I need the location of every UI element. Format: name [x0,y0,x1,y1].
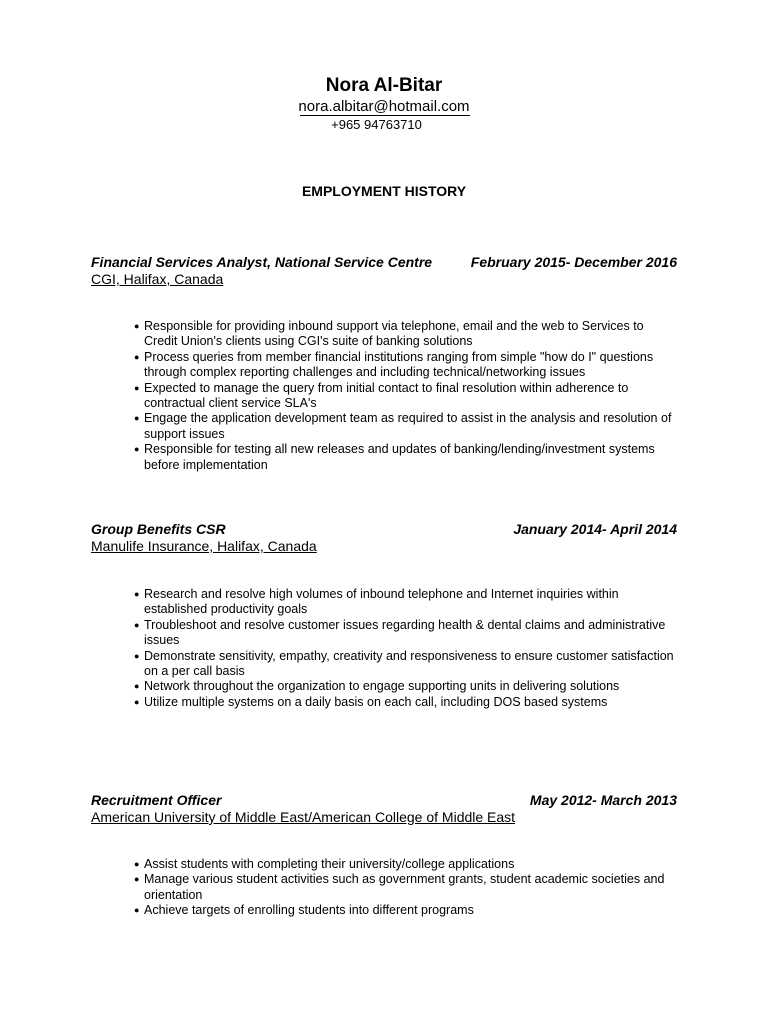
bullet-icon: ● [134,382,140,393]
bullet-icon: ● [134,413,140,424]
bullet-icon: ● [134,619,140,630]
list-item [134,857,679,872]
resume-header [0,74,768,133]
job-entry [91,253,677,472]
duty-text: Responsible for providing inbound support via telephone, email and the web to Services to Credit Union's clients using CGI's suite of banking solutions [144,319,644,349]
duty-text: Troubleshoot and resolve customer issues regarding health & dental claims and administrative issues [144,617,666,648]
job-dates: February 2015- December 2016 [470,254,677,270]
list-item [134,350,679,381]
duty-text: Manage various student activities such as government grants, student academic societies and orientation [144,872,665,902]
duty-text: Network throughout the organization to engage supporting units in delivering solutions [144,679,620,694]
bullet-icon: ● [134,874,140,885]
duty-text: Responsible for testing all new releases and updates of banking/lending/investment systems before implementation [144,442,655,472]
list-item [134,442,679,473]
list-item [134,319,679,350]
duty-text: Expected to manage the query from initial contact to final resolution within adherence to contractual client service SLA's [144,380,629,411]
job-heading [91,520,677,538]
job-entry [91,520,677,709]
job-company: Manulife Insurance, Halifax, Canada [91,538,317,554]
job-heading [91,253,677,271]
list-item [134,649,679,680]
bullet-icon: ● [134,589,140,599]
duty-text: Research and resolve high volumes of inbound telephone and Internet inquiries within established productivity goals [144,587,619,617]
duty-text: Utilize multiple systems on a daily basis on each call, including DOS based systems [144,694,608,709]
job-title: Financial Services Analyst, National Service Centre [91,254,433,270]
email-address: nora.albitar@hotmail.com [298,98,470,115]
list-item [134,679,679,694]
job-company: American University of Middle East/American College of Middle East [91,809,516,825]
job-heading [91,791,677,809]
duty-text: Achieve targets of enrolling students into different programs [144,903,474,918]
list-item [134,695,679,710]
duty-text: Demonstrate sensitivity, empathy, creativity and responsiveness to ensure customer satisfaction on a per call basis [144,648,674,679]
duty-text: Engage the application development team as required to assist in the analysis and resolution of support issues [144,411,672,441]
bullet-icon: ● [134,444,140,455]
list-item [134,872,679,903]
duty-text: Assist students with completing their university/college applications [144,857,515,871]
duty-text: Process queries from member financial institutions ranging from simple "how do I" questions through complex reporting challenges and including technical/networking issues [144,349,654,380]
candidate-name: Nora Al-Bitar [325,75,443,96]
email-line [0,98,768,117]
job-duties-list [134,587,679,710]
list-item [134,411,679,442]
bullet-icon: ● [134,696,140,707]
bullet-icon: ● [134,650,140,661]
list-item [134,587,679,618]
list-item [134,903,679,918]
bullet-icon: ● [134,321,140,331]
bullet-icon: ● [134,859,140,869]
job-title: Group Benefits CSR [91,521,226,537]
email-underline [300,115,470,116]
bullet-icon: ● [134,905,140,916]
job-dates: January 2014- April 2014 [513,521,677,537]
job-entry [91,791,677,918]
job-company: CGI, Halifax, Canada [91,271,224,287]
phone-number: +965 94763710 [331,117,422,132]
section-title: EMPLOYMENT HISTORY [301,183,467,199]
list-item [134,618,679,649]
job-dates: May 2012- March 2013 [529,792,677,808]
job-duties-list [134,319,679,473]
job-duties-list [134,857,679,919]
bullet-icon: ● [134,351,140,362]
list-item [134,381,679,412]
job-title: Recruitment Officer [91,792,222,808]
bullet-icon: ● [134,681,140,692]
